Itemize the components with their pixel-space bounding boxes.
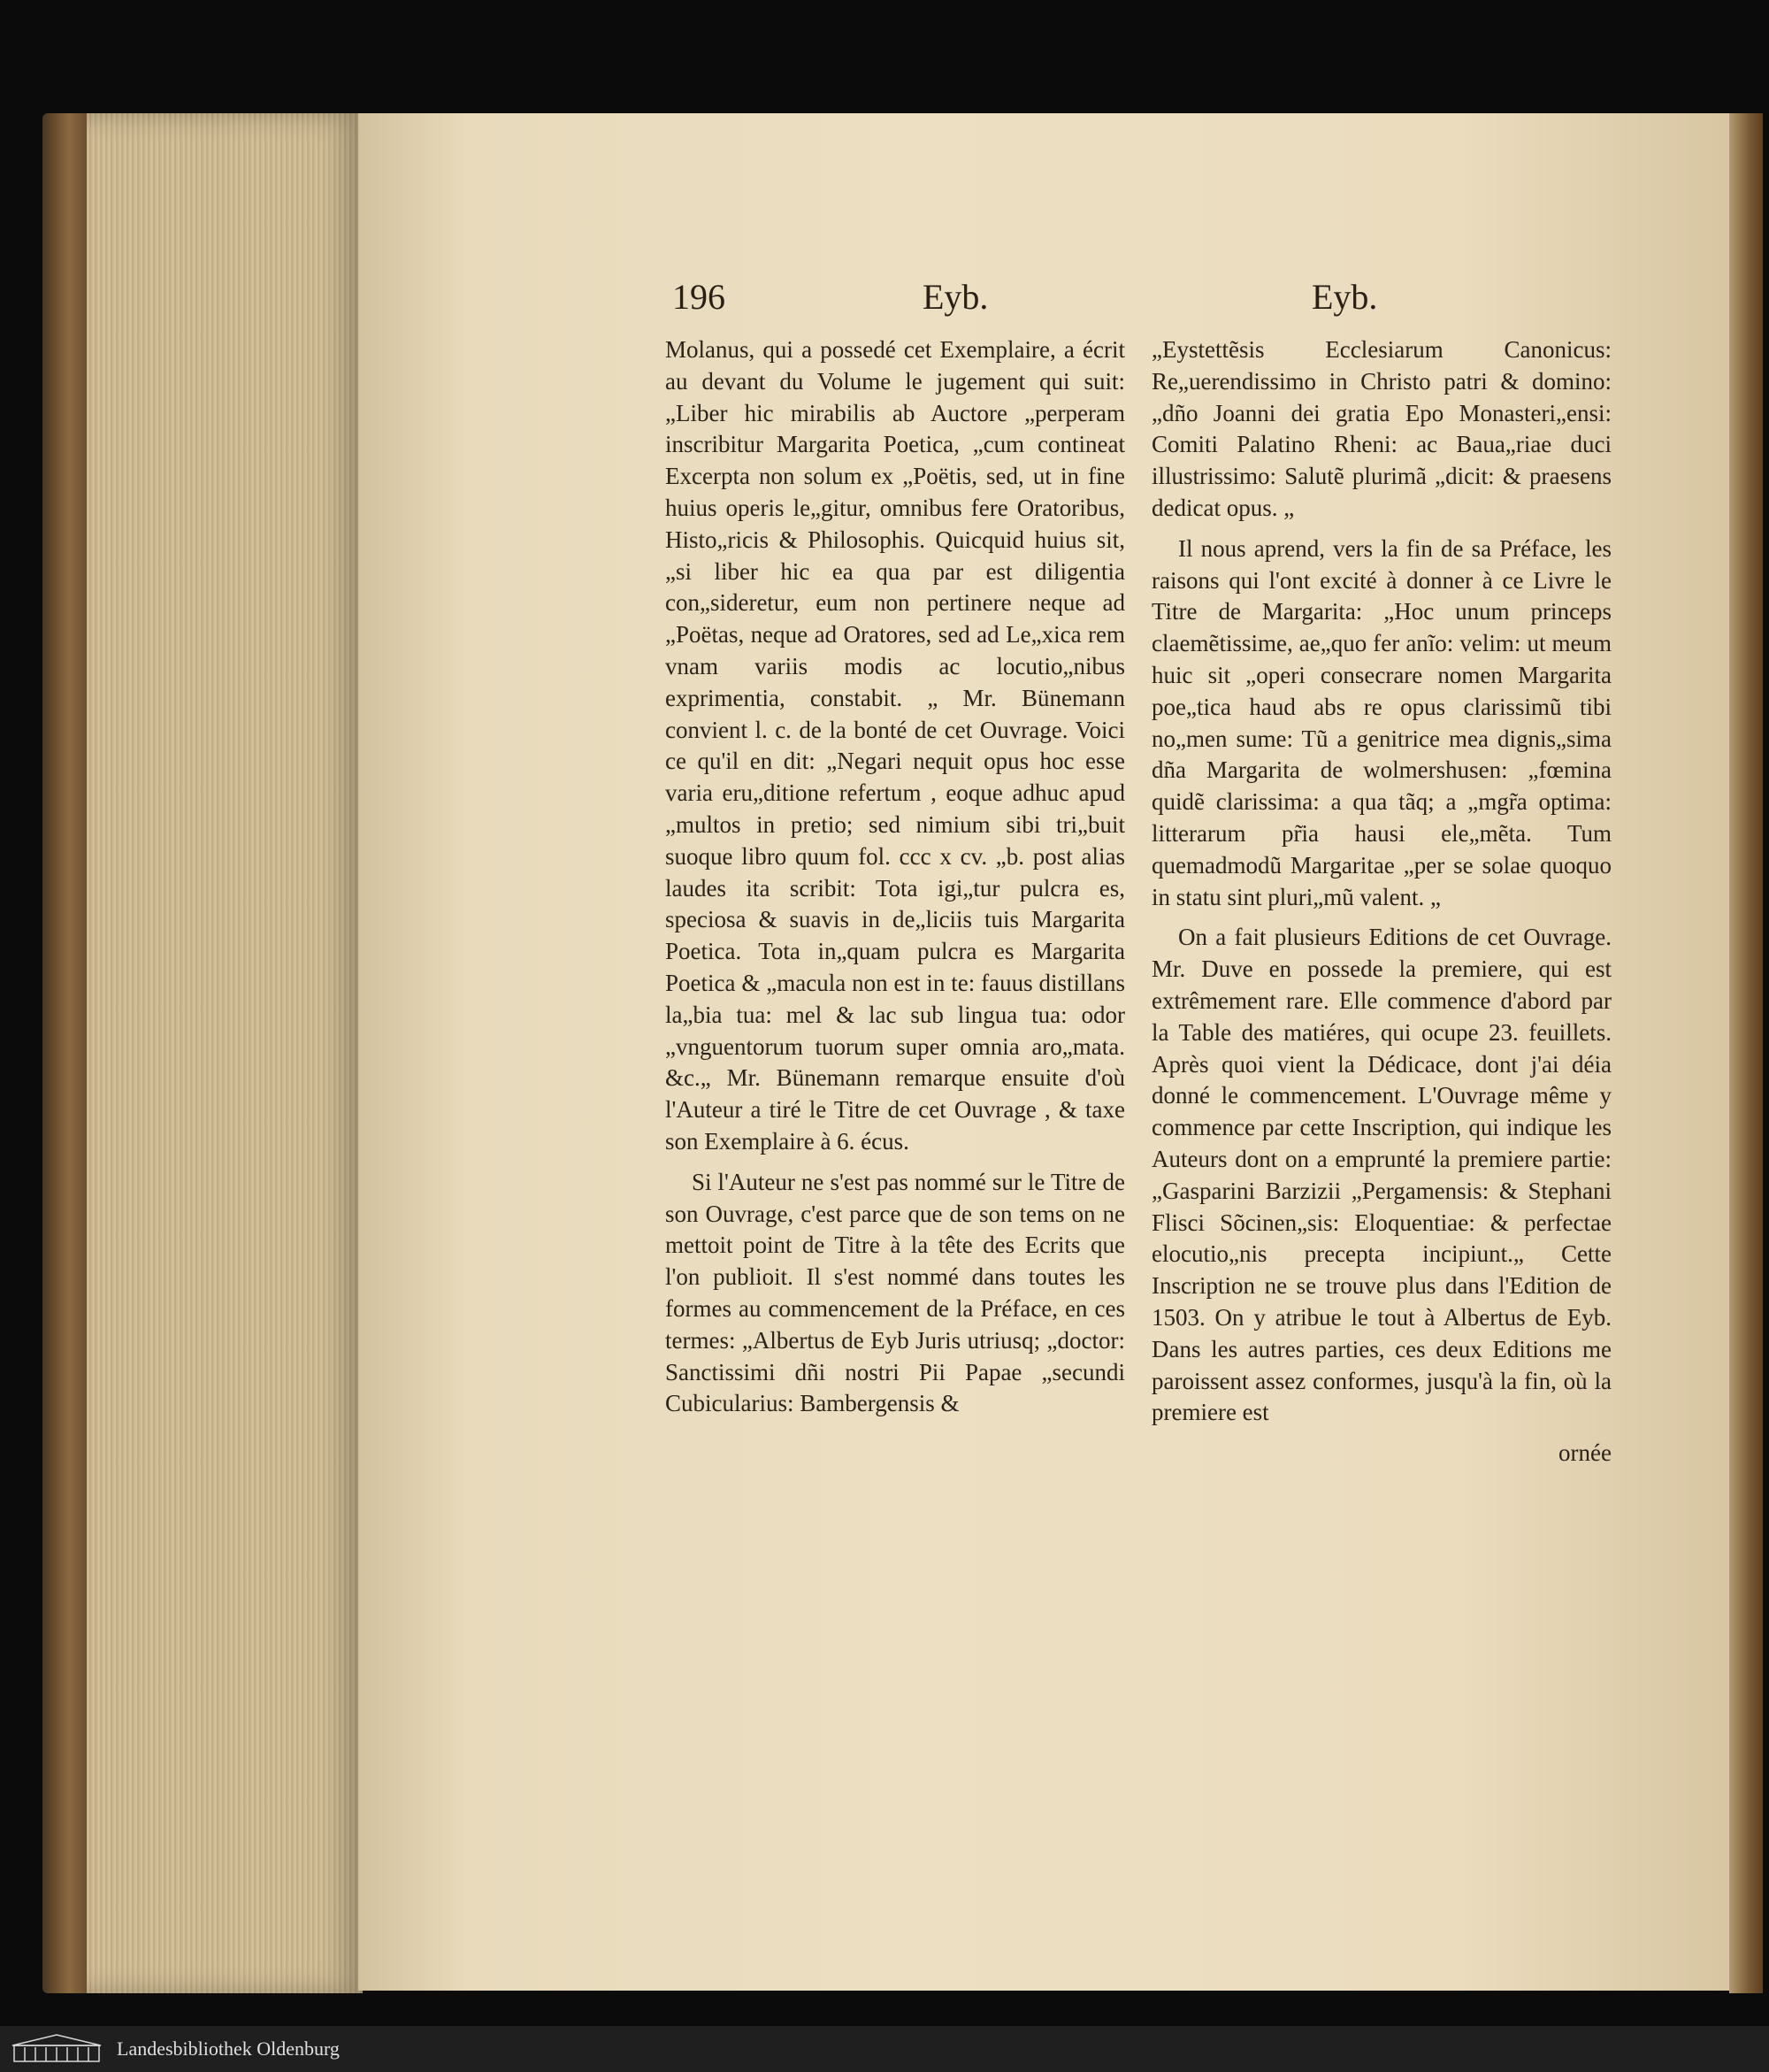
paragraph: Molanus, qui a possedé cet Exemplaire, a écrit au devant du Volume le jugement qui suit: „Liber hic mirabilis ab Auctore „perperam inscribitur Margarita Poetica, „cum contineat Excerpta non solum ex „Poëtis, sed, ut in fine huius operis le„gitur, omnibus fere Oratoribus, Histo„ricis & Philosophis. Quicquid huius sit, „si liber hic ea qua par est diligentia con„sideretur, eum non pertinere neque ad „Poëtas, neque ad Oratores, sed ad Le„xica rem vnam variis modis ac locutio„nibus exprimentia, constabit. „ Mr. Bünemann convient l. c. de la bonté de cet Ouvrage. Voici ce qu'il en dit: „Negari nequit opus hoc esse varia eru„ditione refertum , eoque adhuc apud „multos in pretio; sed nimium sibi tri„buit suoque libro quum fol. ccc x cv. „b. post alias laudes ita scribit: Tota igi„tur pulcra es, speciosa & suavis in de„liciis tuis Margarita Poetica. Tota in„quam pulcra es Margarita Poetica & „macula non est in te: fauus distillans la„bia tua: mel & lac sub lingua tua: odor „vnguentorum tuorum super omnia aro„mata. &c.„ Mr. Bünemann remarque ensuite d'où l'Auteur a tiré le Titre de cet Ouvrage , & taxe son Exemplaire à 6. écus. [665, 336, 1125, 1155]
right-text-column [1152, 334, 1612, 1478]
running-head-left: Eyb. [923, 277, 989, 317]
paragraph: „Eystettẽsis Ecclesiarum Canonicus: Re„uerendissimo in Christo patri & domino: „dño Joanni dei gratia Epo Monasteri„ensi: Comiti Palatino Rheni: ac Baua„riae duci illustrissimo: Salutẽ plurimã „dicit: & praesens dedicat opus. „ [1152, 336, 1612, 521]
catchword: ornée [1558, 1439, 1612, 1467]
left-text-column [665, 334, 1125, 1429]
paragraph: On a fait plusieurs Editions de cet Ouvrage. Mr. Duve en possede la premiere, qui est extrêmement rare. Elle commence d'abord par la Table des matiéres, qui ocupe 23. feuillets. Après quoi vient la Dédicace, dont j'ai déia donné le commencement. L'Ouvrage même y commence par cette Inscription, qui indique les Auteurs dont on a emprunté la premiere partie: „Gasparini Barzizii „Pergamensis: & Stephani Flisci Sõcinen„sis: Eloquentiae: & perfectae elocutio„nis precepta incipiunt.„ Cette Inscription ne se trouve plus dans l'Edition de 1503. On y atribue le tout à Albertus de Eyb. Dans les autres parties, ces deux Editions me paroissent assez conformes, jusqu'à la fin, où la premiere est [1152, 924, 1612, 1426]
book-cover-right [1729, 113, 1763, 1993]
paragraph: Il nous aprend, vers la fin de sa Préface, les raisons qui l'ont excité à donner à ce Livre le Titre de Margarita: „Hoc unum princeps claemẽtissime, ae„quo fer anĩo: velim: ut meum huic sit „operi consecrare nomen Margarita poe„tica haud abs re opus clarissimũ tibi no„men sume: Tũ a genitrice mea dignis„sima dña Margarita de wolmershusen: „fœmina quidẽ clarissima: a qua tãq; a „mgr̃a optima: litterarum pr̃ia hausi ele„mẽta. Tum quemadmodũ Margaritae „per se solae quoquo in statu sint pluri„mũ valent. „ [1152, 534, 1612, 910]
library-building-icon [9, 2033, 104, 2065]
page-edges [87, 113, 363, 1993]
library-name: Landesbibliothek Oldenburg [117, 2037, 340, 2060]
page-number: 196 [672, 277, 725, 317]
running-head-right: Eyb. [1312, 277, 1378, 317]
paragraph: Si l'Auteur ne s'est pas nommé sur le Titre de son Ouvrage, c'est parce que de son tems on ne mettoit point de Titre à la tête des Ecrits que l'on publioit. Il s'est nommé dans toutes les formes au commencement de la Préface, en ces termes: „Albertus de Eyb Juris utriusq; „doctor: Sanctissimi dñi nostri Pii Papae „secundi Cubicularius: Bambergensis & [665, 1168, 1125, 1417]
